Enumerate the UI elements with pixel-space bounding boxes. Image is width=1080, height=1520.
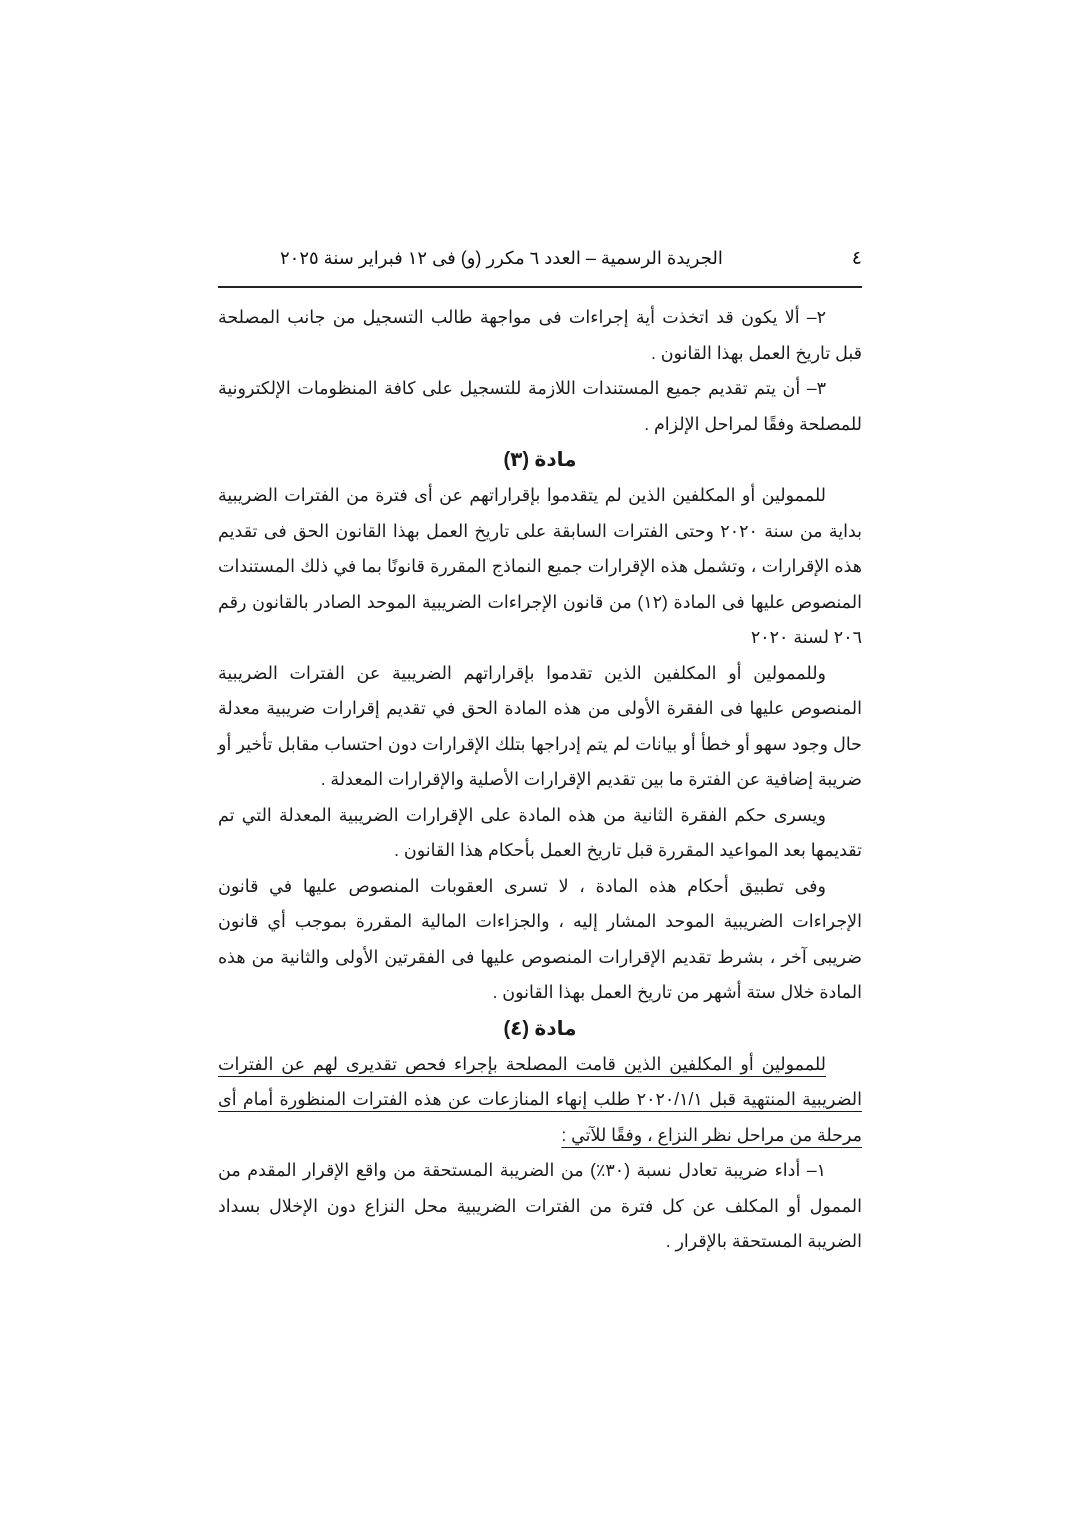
- article-paragraph: وللممولين أو المكلفين الذين تقدموا بإقراراتهم الضريبية عن الفترات الضريبية المنصوص عليها فى الفقرة الأولى من هذه المادة الحق في تقديم إقرارات ضريبية معدلة حال وجود سهو أو خطأ أو بيانات لم يتم إدراجها بتلك الإقرارات دون احتساب مقابل تأخير أو ضريبة إضافية عن الفترة ما بين تقديم الإقرارات الأصلية والإقرارات المعدلة .: [218, 662, 862, 789]
- article-paragraph: وفى تطبيق أحكام هذه المادة ، لا تسرى العقوبات المنصوص عليها في قانون الإجراءات الضريبية الموحد المشار إليه ، والجزاءات المالية المقررة بموجب أي قانون ضريبى آخر ، بشرط تقديم الإقرارات المنصوص عليها فى الفقرتين الأولى والثانية من هذه المادة خلال ستة أشهر من تاريخ العمل بهذا القانون .: [218, 875, 862, 1002]
- article-intro: للممولين أو المكلفين الذين قامت المصلحة بإجراء فحص تقديرى لهم عن الفترات الضريبية المنتهية قبل ٢٠٢٠/١/١ طلب إنهاء المنازعات عن هذه الفترات المنظورة أمام أى مرحلة من مراحل نظر النزاع ، وفقًا للآتي :: [218, 1053, 862, 1145]
- article-heading: مادة (٤): [503, 1017, 577, 1040]
- page-header: [218, 240, 862, 276]
- list-item: ١– أداء ضريبة تعادل نسبة (٣٠٪) من الضريبة المستحقة من واقع الإقرار المقدم من الممول أو المكلف عن كل فترة من الفترات الضريبية محل النزاع دون الإخلال بسداد الضريبة المستحقة بالإقرار .: [218, 1160, 862, 1251]
- list-item: ٣– أن يتم تقديم جميع المستندات اللازمة للتسجيل على كافة المنظومات الإلكترونية للمصلحة وفقًا لمراحل الإلزام .: [218, 378, 862, 434]
- article-heading: مادة (٣): [503, 449, 577, 471]
- article-paragraph: ويسرى حكم الفقرة الثانية من هذه المادة على الإقرارات الضريبية المعدلة التي تم تقديمها بعد المواعيد المقررة قبل تاريخ العمل بأحكام هذا القانون .: [218, 804, 862, 860]
- gazette-title: الجريدة الرسمية – العدد ٦ مكرر (و) فى ١٢ فبراير سنة ٢٠٢٥: [280, 247, 723, 268]
- article-paragraph: للممولين أو المكلفين الذين لم يتقدموا بإقراراتهم عن أى فترة من الفترات الضريبية بداية من سنة ٢٠٢٠ وحتى الفترات السابقة على تاريخ العمل بهذا القانون الحق فى تقديم هذه الإقرارات ، وتشمل هذه الإقرارات جميع النماذج المقررة قانونًا بما في ذلك المستندات المنصوص عليها فى المادة (١٢) من قانون الإجراءات الضريبية الموحد الصادر بالقانون رقم ٢٠٦ لسنة ٢٠٢٠: [218, 485, 863, 647]
- page-number: ٤: [851, 247, 862, 269]
- header-divider: [218, 286, 862, 288]
- gazette-page: [218, 240, 862, 1260]
- list-item: ٢– ألا يكون قد اتخذت أية إجراءات فى مواجهة طالب التسجيل من جانب المصلحة قبل تاريخ العمل بهذا القانون .: [218, 307, 862, 363]
